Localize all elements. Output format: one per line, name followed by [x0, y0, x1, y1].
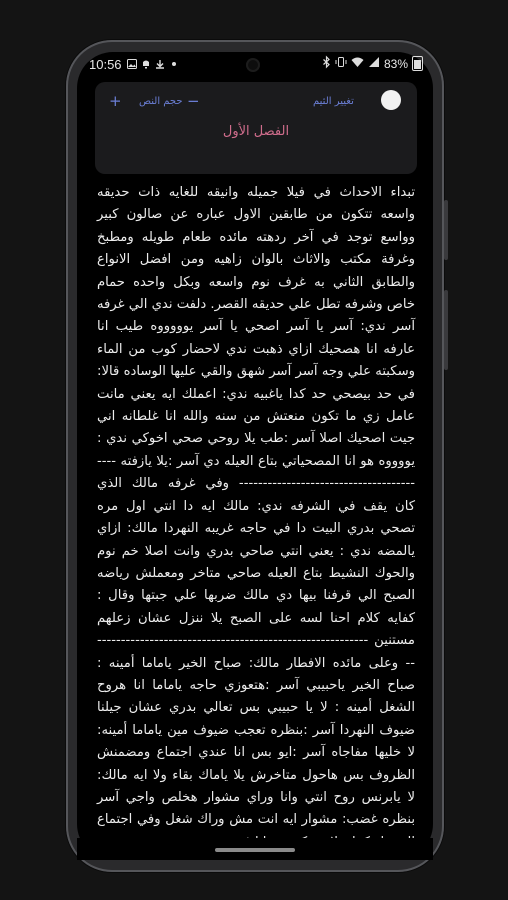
home-indicator[interactable]: [215, 848, 295, 852]
signal-icon: [368, 56, 380, 71]
vibrate-icon: [335, 56, 347, 71]
status-right-icons: [322, 56, 423, 71]
volume-button: [444, 200, 448, 260]
notification-icon: [141, 58, 151, 68]
dot-icon: [169, 58, 179, 68]
gesture-nav-bar: [77, 838, 433, 860]
font-size-increase-button[interactable]: +: [109, 92, 122, 110]
theme-label: تغيير الثيم: [313, 96, 354, 107]
front-camera: [246, 58, 260, 72]
status-time: 10:56: [89, 57, 122, 72]
font-size-decrease-button[interactable]: −: [187, 92, 200, 110]
battery-percent: 83%: [383, 56, 408, 71]
power-button: [444, 290, 448, 370]
reader-header: [95, 82, 417, 174]
download-icon: [155, 58, 165, 68]
chapter-text: تبداء الاحداث في فيلا جميله وانيقه للغايه ذات حديقه واسعه تتكون من طابقين الاول عباره عن صالون كبير وواسع توجد في آخر ردهته مائده طعام طويله ومطبخ وغرفة مكتب والاثاث بالوان زاهيه ومن افضل الانواع والطابق الثاني به غرف نوم واسعه وبكل واحده حمام خاص وشرفه تطل علي حديقه القصر. دلفت ندي الي غرفه آسر ندي: آسر يا آسر اصحي يا آسر يوووووه طيب انا عارفه انا هصحيك ازاي ذهبت ندي لاحضار كوب من الماء وسكبته علي وجه آسر آسر شهق والقي عليها الوساده قالا: في حد بيصحي حد كدا ياغبيه ندي: اعملك ايه يعني مانت عامل زي ما تكون منعتش من سنه والله انا غلطانه اني جيت اصحيك اصلا آسر :طب يلا روحي صحي اخوكي ندي : يووووه هو انا المصحياتي بتاع العيله دي آسر :يلا يازفته ----------------------------------------- وفي غرفه مالك الذي كان يقف في الشرفه ندي: مالك ايه دا انتي اول مره تصحي بدري البيت دا في حاجه غريبه النهردا مالك: ازاي يالمضه ندي : يعني انتي صاحي بدري وانت اصلا خم نوم والحوك النشيط بتاع العيله صاحي متاخر ومعملش رياضه الصبح الي قرفنا بيها دي مالك ضربها علي جبتها وقال : كفايه كلام احنا لسه على الصبح يلا ننزل عشان زعلهم مستنين ----------------------------------------------------------- وعلى مائده الافطار مالك: صباح الخير ياماما أمينه : صباح الخير ياحبيبي آسر :هتعوزي حاجه ياماما انا هروح الشغل أمينه : لا يا حبيبي بس تعالي بدري عشان جيلنا ضيوف النهردا آسر :بنظره تعجب ضيوف مين ياماما أمينه: لا خليها مفاجاه آسر :ايو بس انا عندي اجتماع ومضمنش الظروف بس هاحول متاخرش يلا ياماك بقاء ولا ايه مالك: لا يابرنس روح انتي وانا وراي مشوار هخلص واجي آسر بنظره غضب: مشوار ايه انت مش وراك شغل وفي اجتماع: [96, 185, 415, 828]
status-left-icons: [127, 58, 179, 68]
gallery-icon: [127, 58, 137, 68]
app-screen: [77, 52, 433, 860]
font-size-label: حجم النص: [139, 96, 183, 107]
theme-toggle[interactable]: [381, 90, 401, 110]
chapter-content[interactable]: [97, 182, 415, 842]
wifi-icon: [351, 56, 364, 71]
bluetooth-icon: [322, 56, 331, 71]
chapter-title: الفصل الأول: [222, 124, 290, 139]
battery-icon: [412, 56, 423, 71]
